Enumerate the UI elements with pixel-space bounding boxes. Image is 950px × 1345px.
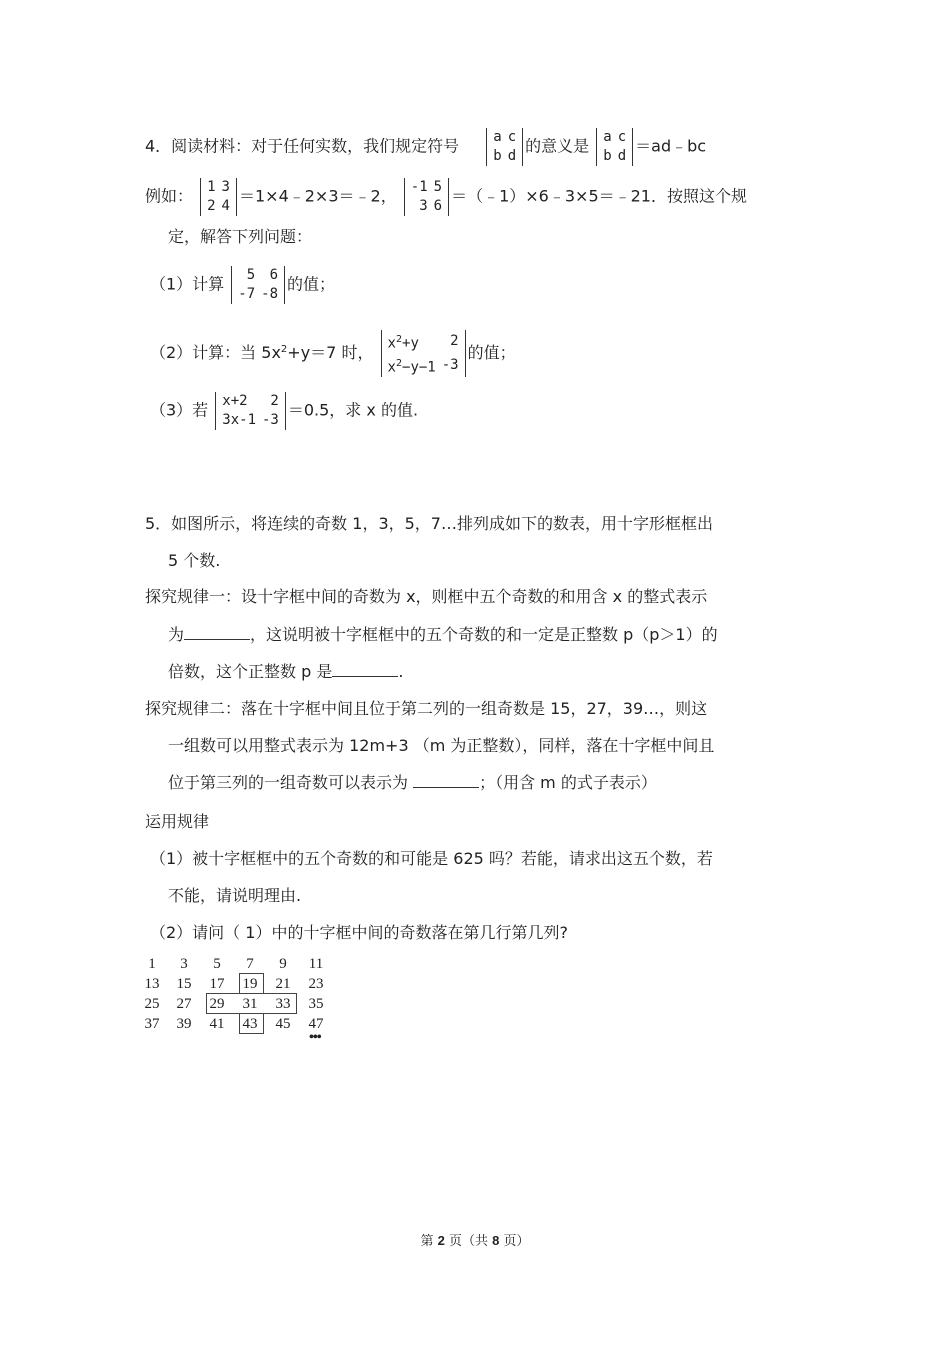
q5-rule1-cont: 为 ，这说明被十字框框中的五个奇数的和一定是正整数 p（p＞1）的: [168, 625, 718, 644]
cross-frame-bottom: [239, 1013, 264, 1034]
q5-apply-heading: 运用规律: [145, 812, 210, 831]
grid-cell: 45: [275, 1016, 291, 1032]
grid-cell: 13: [144, 976, 160, 992]
cross-frame-middle: [206, 993, 297, 1014]
page-footer: 第 2 页（共 8 页）: [420, 1233, 530, 1249]
q5-line1: 5．如图所示，将连续的奇数 1，3，5，7…排列成如下的数表，用十字形框框出: [145, 514, 713, 533]
grid-cell: 27: [176, 996, 192, 1012]
q5-line2: 5 个数.: [168, 551, 221, 570]
q5-rule2-cont: 一组数可以用整式表示为 12m+3 （m 为正整数），同样，落在十字框中间且: [168, 736, 715, 755]
grid-cell: 3: [180, 956, 188, 972]
answer-blank-3[interactable]: [413, 773, 479, 788]
grid-cell: 33: [275, 996, 291, 1012]
q5-part1: （1）被十字框框中的五个奇数的和可能是 625 吗？若能，请求出这五个数，若: [150, 849, 713, 868]
grid-cell: 25: [144, 996, 160, 1012]
q5-rule1-cont2: 倍数，这个正整数 p 是 .: [168, 662, 404, 681]
q5-rule1: 探究规律一：设十字框中间的奇数为 x，则框中五个奇数的和用含 x 的整式表示: [145, 587, 708, 606]
grid-cell: 43: [242, 1016, 258, 1032]
part1-determinant: 5 6 -7 -8: [231, 266, 285, 304]
definition-determinant: a c b d: [596, 128, 633, 166]
grid-cell: 15: [176, 976, 192, 992]
grid-cell: 17: [209, 976, 225, 992]
grid-cell: 29: [209, 996, 225, 1012]
grid-cell: 1: [148, 956, 156, 972]
q5-rule2-cont2: 位于第三列的一组奇数可以表示为 ；（用含 m 的式子表示）: [168, 773, 657, 792]
grid-cell: 23: [308, 976, 324, 992]
ellipsis: •••: [309, 1030, 321, 1045]
grid-cell: 5: [213, 956, 221, 972]
q5-part1-cont: 不能，请说明理由.: [168, 886, 302, 905]
q4-part1: （1）计算 5 6 -7 -8 的值；: [150, 267, 336, 302]
grid-cell: 41: [209, 1016, 225, 1032]
grid-cell: 37: [144, 1016, 160, 1032]
grid-cell: 31: [242, 996, 258, 1012]
grid-cell: 7: [246, 956, 254, 972]
q4-part3: （3）若 x+2 2 3x-1 -3 ＝0.5，求 x 的值.: [150, 393, 419, 428]
answer-blank-2[interactable]: [332, 662, 398, 677]
q4-part2: （2）计算：当 $5x^2+y=7$ 时， $x^2+y$ 2 $x^2-y-1$ -3 的值；: [150, 330, 516, 377]
grid-cell: 11: [308, 956, 324, 972]
q4-example-cont: 定，解答下列问题：: [168, 227, 313, 246]
grid-cell: 21: [275, 976, 291, 992]
part3-determinant: x+2 2 3x-1 -3: [215, 392, 286, 430]
q5-part2: （2）请问（ 1）中的十字框中间的奇数落在第几行第几列?: [150, 923, 568, 942]
answer-blank-1[interactable]: [184, 625, 250, 640]
grid-cell: 35: [308, 996, 324, 1012]
grid-cell: 39: [176, 1016, 192, 1032]
q5-rule2: 探究规律二：落在十字框中间且位于第二列的一组奇数是 15，27，39…，则这: [145, 699, 708, 718]
grid-cell: 19: [242, 976, 258, 992]
part2-determinant: $x^2+y$ 2 $x^2-y-1$ -3: [381, 330, 466, 377]
grid-cell: 9: [279, 956, 287, 972]
cross-frame-top: [239, 973, 264, 994]
grid-cell: 47: [308, 1016, 324, 1032]
symbol-determinant: a c b d: [486, 128, 523, 166]
example-determinant-2: -1 5 3 6: [404, 178, 449, 216]
q4-example: 例如： 1 3 2 4 ＝1×4﹣2×3＝﹣2， -1 5 3 6 ＝（﹣1）×6﹣3×5＝﹣21．按照这个规: [145, 179, 747, 214]
example-determinant-1: 1 3 2 4: [200, 178, 237, 216]
q4-intro: 4．阅读材料：对于任何实数，我们规定符号 a c b d 的意义是 a c b d ＝ad﹣bc: [145, 129, 707, 164]
